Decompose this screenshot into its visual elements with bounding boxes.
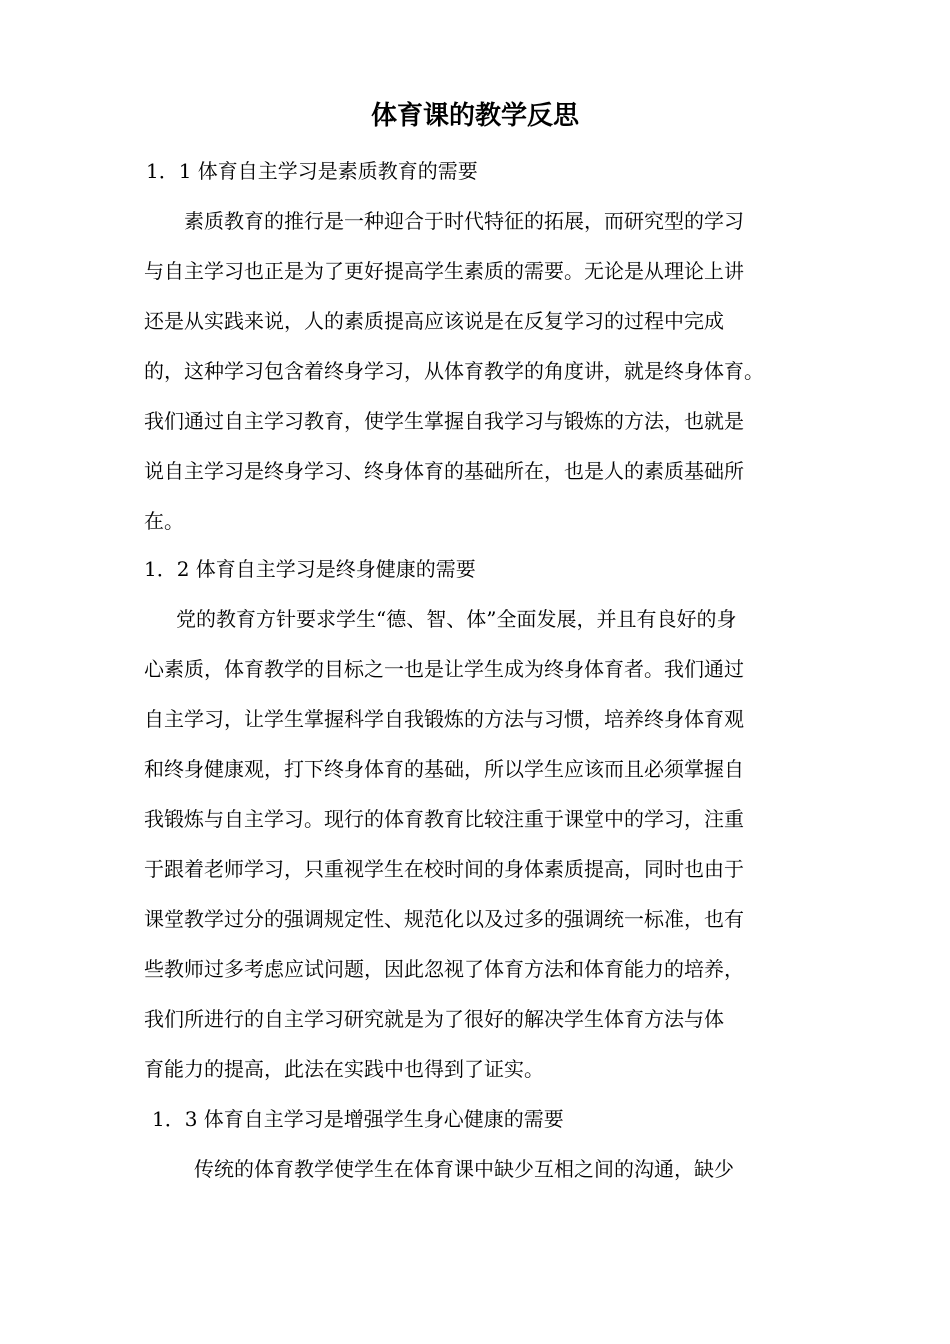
paragraph-line: 我锻炼与自主学习。现行的体育教育比较注重于课堂中的学习，注重 bbox=[144, 807, 744, 831]
paragraph-line: 还是从实践来说，人的素质提高应该说是在反复学习的过程中完成 bbox=[144, 309, 724, 333]
paragraph-line: 心素质，体育教学的目标之一也是让学生成为终身体育者。我们通过 bbox=[144, 657, 744, 681]
section-heading-1-3: 1．3 体育自主学习是增强学生身心健康的需要 bbox=[152, 1107, 564, 1131]
paragraph-line: 传统的体育教学使学生在体育课中缺少互相之间的沟通，缺少 bbox=[194, 1157, 734, 1181]
paragraph-line: 在。 bbox=[144, 509, 184, 533]
paragraph-line: 的，这种学习包含着终身学习，从体育教学的角度讲，就是终身体育。 bbox=[144, 359, 764, 383]
document-title: 体育课的教学反思 bbox=[370, 101, 579, 131]
paragraph-line: 我们通过自主学习教育，使学生掌握自我学习与锻炼的方法，也就是 bbox=[144, 409, 744, 433]
paragraph-line: 我们所进行的自主学习研究就是为了很好的解决学生体育方法与体 bbox=[144, 1007, 724, 1031]
section-heading-1-1: 1．1 体育自主学习是素质教育的需要 bbox=[146, 159, 478, 183]
paragraph-line: 于跟着老师学习，只重视学生在校时间的身体素质提高，同时也由于 bbox=[144, 857, 744, 881]
paragraph-line: 自主学习，让学生掌握科学自我锻炼的方法与习惯，培养终身体育观 bbox=[144, 707, 744, 731]
paragraph-line: 和终身健康观，打下终身体育的基础，所以学生应该而且必须掌握自 bbox=[144, 757, 744, 781]
paragraph-line: 与自主学习也正是为了更好提高学生素质的需要。无论是从理论上讲 bbox=[144, 259, 744, 283]
section-heading-1-2: 1．2 体育自主学习是终身健康的需要 bbox=[144, 557, 476, 581]
paragraph-line: 党的教育方针要求学生“德、智、体”全面发展，并且有良好的身 bbox=[176, 607, 737, 631]
paragraph-line: 课堂教学过分的强调规定性、规范化以及过多的强调统一标准，也有 bbox=[144, 907, 744, 931]
paragraph-line: 些教师过多考虑应试问题，因此忽视了体育方法和体育能力的培养， bbox=[144, 957, 744, 981]
paragraph-line: 素质教育的推行是一种迎合于时代特征的拓展，而研究型的学习 bbox=[184, 209, 744, 233]
paragraph-line: 说自主学习是终身学习、终身体育的基础所在，也是人的素质基础所 bbox=[144, 459, 744, 483]
paragraph-line: 育能力的提高，此法在实践中也得到了证实。 bbox=[144, 1057, 544, 1081]
